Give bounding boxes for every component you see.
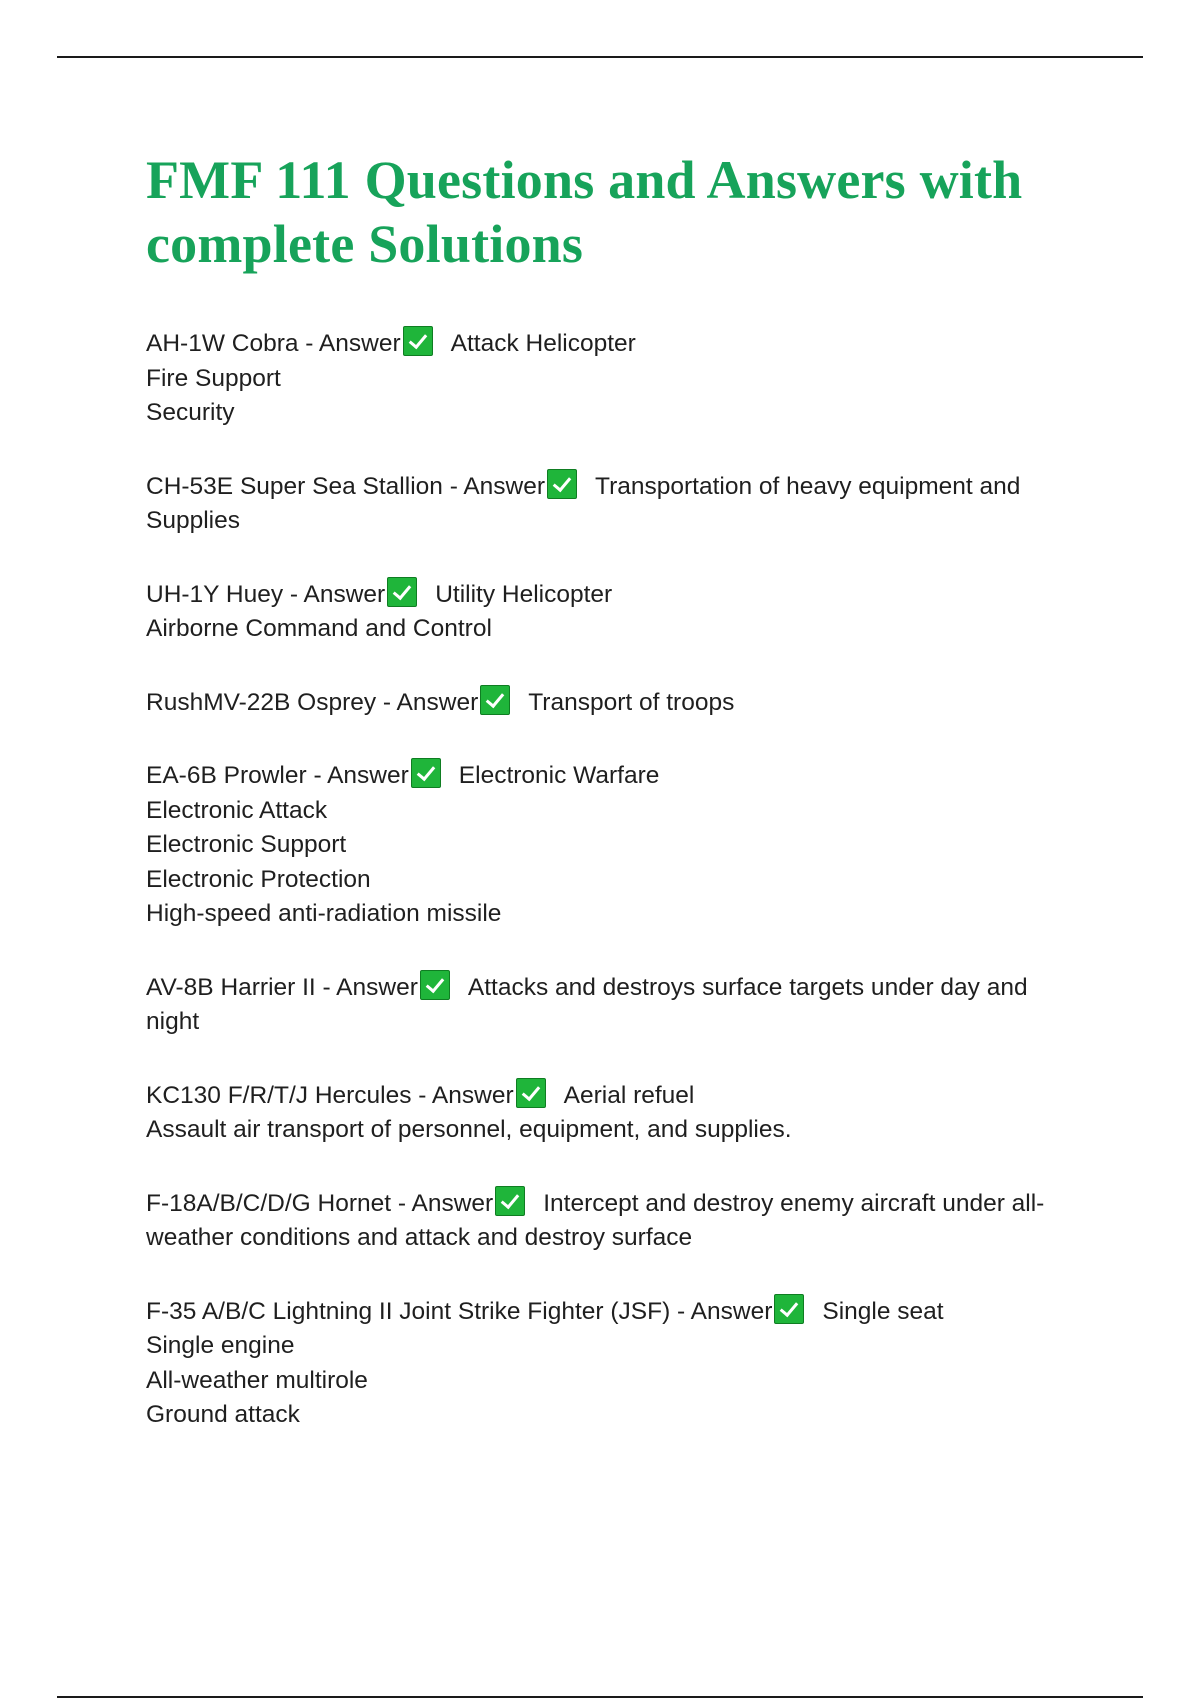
answer-line: High-speed anti-radiation missile: [146, 900, 502, 927]
qa-item: [146, 326, 1086, 431]
qa-first-line: [146, 758, 1086, 794]
answer-label: Answer: [396, 688, 479, 716]
check-mark-icon: [387, 577, 417, 607]
answer-text: Utility Helicopter: [435, 580, 613, 608]
qa-first-line: [146, 1186, 1086, 1256]
answer-line: Single engine: [146, 1332, 295, 1359]
answer-label: Answer: [327, 762, 409, 789]
answer-label: Answer: [463, 472, 546, 500]
answer-line: Ground attack: [146, 1401, 300, 1428]
answer-line: Electronic Attack: [146, 796, 328, 824]
question-text: UH-1Y Huey -: [146, 580, 304, 608]
answer-text: Attacks and destroys surface targets under day and night: [146, 973, 1028, 1035]
question-text: KC130 F/R/T/J Hercules -: [146, 1081, 432, 1109]
answer-text: Attack Helicopter: [450, 330, 636, 357]
check-mark-icon: [547, 469, 577, 499]
answer-line: Fire Support: [146, 364, 281, 392]
document-body: [146, 148, 1086, 1471]
qa-first-line: [146, 577, 1086, 613]
question-text: EA-6B Prowler -: [146, 762, 328, 789]
check-mark-icon: [495, 1186, 525, 1216]
answer-text: Electronic Warfare: [458, 762, 660, 789]
answer-line: All-weather multirole: [146, 1366, 368, 1394]
check-mark-icon: [403, 326, 433, 356]
qa-item: [146, 577, 1086, 647]
answer-text: Intercept and destroy enemy aircraft under all-weather conditions and attack and destroy surface: [146, 1189, 1045, 1251]
answer-text: Transportation of heavy equipment and Supplies: [146, 472, 1021, 534]
check-mark-icon: [411, 758, 441, 788]
answer-label: Answer: [336, 973, 418, 1001]
header-rule: [57, 56, 1143, 58]
answer-text: Single seat: [822, 1297, 944, 1325]
answer-text: Aerial refuel: [563, 1081, 695, 1109]
document-title: FMF 111 Questions and Answers with complete Solutions: [146, 150, 1023, 274]
check-mark-icon: [774, 1294, 804, 1324]
question-text: AH-1W Cobra -: [146, 330, 319, 357]
qa-item: [146, 758, 1086, 932]
answer-label: Answer: [690, 1297, 773, 1325]
qa-first-line: [146, 326, 1086, 362]
answer-line: Airborne Command and Control: [146, 615, 492, 642]
qa-first-line: [146, 970, 1086, 1040]
qa-first-line: [146, 469, 1086, 539]
question-text: CH-53E Super Sea Stallion -: [146, 472, 464, 500]
check-mark-icon: [480, 685, 510, 715]
qa-item: [146, 1078, 1086, 1148]
answer-text: Transport of troops: [528, 688, 735, 716]
qa-first-line: [146, 1294, 1086, 1330]
check-mark-icon: [516, 1078, 546, 1108]
answer-line: Electronic Support: [146, 831, 347, 858]
qa-item: [146, 1186, 1086, 1256]
qa-item: [146, 685, 1086, 721]
question-text: F-35 A/B/C Lightning II Joint Strike Fighter (JSF) -: [146, 1297, 691, 1325]
answer-label: Answer: [318, 330, 401, 357]
answer-line: Security: [146, 399, 235, 426]
qa-item: [146, 469, 1086, 539]
qa-first-line: [146, 685, 1086, 721]
answer-label: Answer: [431, 1081, 514, 1109]
qa-item: [146, 970, 1086, 1040]
check-mark-icon: [420, 970, 450, 1000]
answer-line: Assault air transport of personnel, equipment, and supplies.: [146, 1116, 792, 1143]
answer-label: Answer: [303, 580, 386, 608]
question-text: F-18A/B/C/D/G Hornet -: [146, 1189, 412, 1217]
qa-first-line: [146, 1078, 1086, 1114]
answer-label: Answer: [411, 1189, 494, 1217]
question-text: RushMV-22B Osprey -: [146, 688, 397, 716]
question-text: AV-8B Harrier II -: [146, 973, 337, 1001]
qa-item: [146, 1294, 1086, 1433]
footer-rule: [57, 1696, 1143, 1698]
answer-line: Electronic Protection: [146, 865, 371, 893]
qa-list: [146, 326, 1086, 1433]
